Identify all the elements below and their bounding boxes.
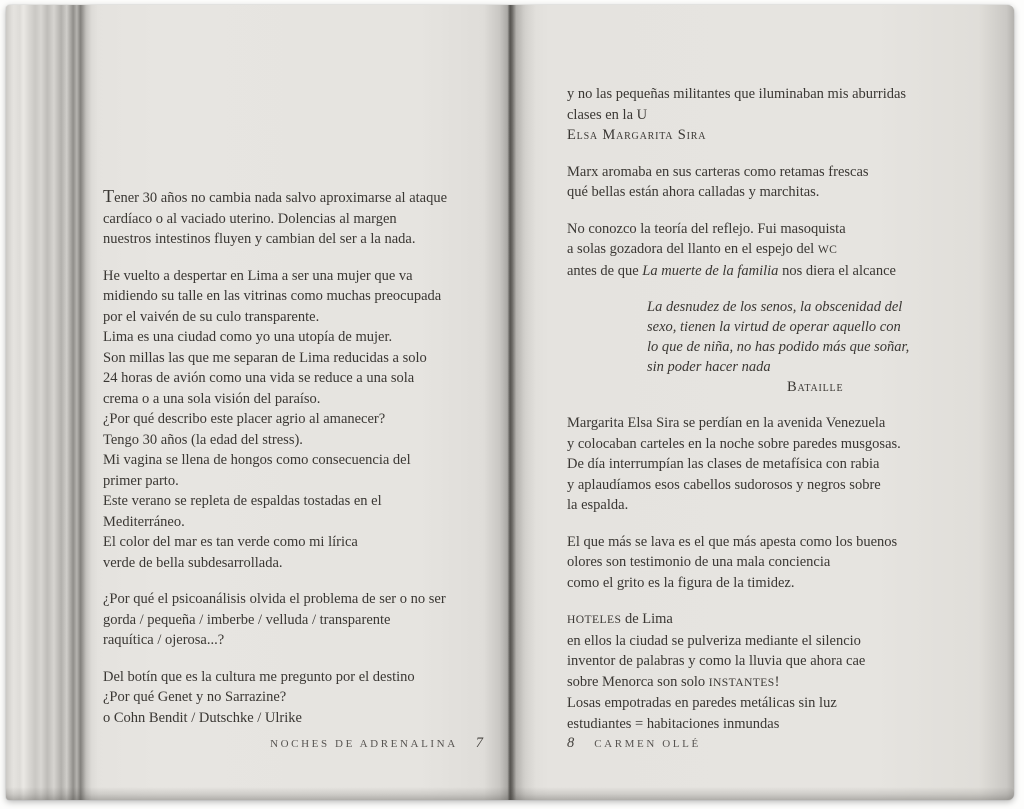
stanza <box>103 266 501 574</box>
left-page-footer <box>103 734 483 752</box>
poem-line: ¿Por qué Genet y no Sarrazine? <box>103 689 287 705</box>
poem-line: He vuelto a despertar en Lima a ser una mujer que va <box>103 267 413 284</box>
stanza <box>567 84 991 146</box>
poem-line: nuestros intestinos fluyen y cambian del ser a la nada. <box>103 231 416 247</box>
poem-line: antes de que La muerte de la familia nos diera el alcance <box>567 262 896 279</box>
poem-line: estudiantes = habitaciones inmundas <box>567 715 780 732</box>
right-page-footer <box>567 734 701 752</box>
page-edges-binding <box>6 5 98 800</box>
quote-block <box>647 297 991 397</box>
poem-line: Este verano se repleta de espaldas tostadas en el <box>103 493 382 509</box>
poem-line: sobre Menorca son solo INSTANTES! <box>567 673 780 690</box>
poem-line: o Cohn Bendit / Dutschke / Ulrike <box>103 709 302 726</box>
poem-line: El que más se lava es el que más apesta como los buenos <box>567 533 898 550</box>
poem-line: y aplaudíamos esos cabellos sudorosos y negros sobre <box>567 476 881 493</box>
poem-line: No conozco la teoría del reflejo. Fui masoquista <box>567 220 846 237</box>
stanza <box>567 609 991 734</box>
poem-line: Lima es una ciudad como yo una utopía de mujer. <box>103 329 393 345</box>
poem-line: Son millas las que me separan de Lima reducidas a solo <box>103 349 427 366</box>
quote-attribution: Bataille <box>787 379 844 395</box>
poem-line: como el grito es la figura de la timidez. <box>567 574 795 591</box>
poem-line: midiendo su talle en las vitrinas como muchas preocupada <box>103 288 442 304</box>
poem-line: HOTELES de Lima <box>567 611 673 627</box>
poem-line: verde de bella subdesarrollada. <box>103 554 283 571</box>
page-number-right: 8 <box>567 735 575 751</box>
poem-line: El color del mar es tan verde como mi lírica <box>103 534 358 550</box>
poem-line: crema o a una sola visión del paraíso. <box>103 390 321 407</box>
book-spread <box>6 5 1014 800</box>
poem-line: 24 horas de avión como una vida se reduce a una sola <box>103 370 415 386</box>
poem-line: raquítica / ojerosa...? <box>103 632 225 648</box>
poem-line: La desnudez de los senos, la obscenidad del <box>647 299 903 315</box>
stanza <box>567 219 991 282</box>
poem-line: Mediterráneo. <box>103 513 185 530</box>
poem-line: ¿Por qué el psicoanálisis olvida el problema de ser o no ser <box>103 591 446 607</box>
poem-line: Tengo 30 años (la edad del stress). <box>103 431 303 448</box>
poem-line: primer parto. <box>103 472 179 489</box>
running-title-left: NOCHES DE ADRENALINA <box>270 738 458 750</box>
stanza <box>103 187 501 250</box>
poem-line: sexo, tienen la virtud de operar aquello con <box>647 319 901 335</box>
poem-line: ¿Por qué describo este placer agrio al amanecer? <box>103 411 386 427</box>
poem-line: Del botín que es la cultura me pregunto por el destino <box>103 668 415 685</box>
poem-line: a solas gozadora del llanto en el espejo del WC <box>567 241 838 257</box>
stanza <box>103 667 501 729</box>
stanza <box>567 532 991 594</box>
poem-line: Margarita Elsa Sira se perdían en la avenida Venezuela <box>567 415 886 431</box>
poem-line: clases en la U <box>567 106 648 123</box>
page-number-left: 7 <box>475 735 483 751</box>
poem-line: y colocaban carteles en la noche sobre paredes musgosas. <box>567 435 901 452</box>
poem-line: sin poder hacer nada <box>647 359 771 375</box>
poem-line: qué bellas están ahora calladas y marchitas. <box>567 184 820 200</box>
poem-line: en ellos la ciudad se pulveriza mediante el silencio <box>567 632 861 649</box>
poem-line: Mi vagina se llena de hongos como consecuencia del <box>103 452 411 468</box>
poem-line: gorda / pequeña / imberbe / velluda / transparente <box>103 611 391 628</box>
poem-line: inventor de palabras y como la lluvia que ahora cae <box>567 653 866 669</box>
poem-text-left <box>103 187 501 728</box>
poem-line: por el vaivén de su culo transparente. <box>103 308 320 325</box>
running-title-right: CARMEN OLLÉ <box>594 738 701 750</box>
poem-line: Elsa Margarita Sira <box>567 127 707 143</box>
poem-line: Tener 30 años no cambia nada salvo aproximarse al ataque <box>103 186 448 206</box>
poem-line: Losas empotradas en paredes metálicas sin luz <box>567 695 837 711</box>
poem-line: y no las pequeñas militantes que iluminaban mis aburridas <box>567 86 907 102</box>
stanza <box>567 162 991 203</box>
poem-line: cardíaco o al vaciado uterino. Dolencias al margen <box>103 210 397 227</box>
stanza <box>103 589 501 651</box>
poem-line: la espalda. <box>567 497 629 513</box>
poem-line: lo que de niña, no has podido más que soñar, <box>647 339 910 355</box>
stanza <box>567 413 991 516</box>
poem-line: olores son testimonio de una mala conciencia <box>567 554 831 570</box>
poem-text-right <box>567 84 991 734</box>
poem-line: De día interrumpían las clases de metafísica con rabia <box>567 456 880 472</box>
poem-line: Marx aromaba en sus carteras como retamas frescas <box>567 163 869 180</box>
